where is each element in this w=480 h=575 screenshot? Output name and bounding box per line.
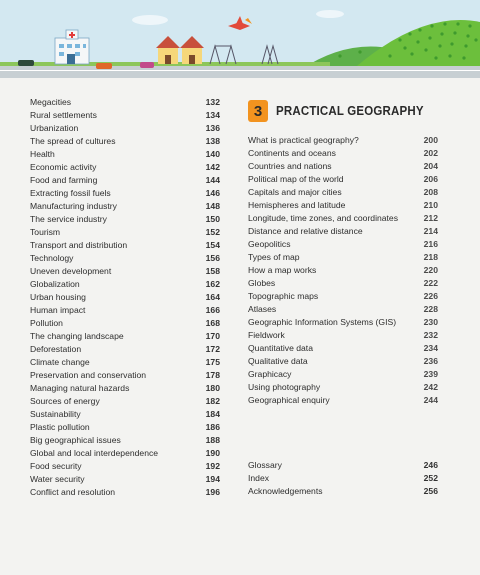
toc-entry-page: 182 [205, 396, 220, 406]
toc-entry [30, 226, 220, 239]
chapter-number-badge: 3 [248, 100, 268, 122]
toc-entry [30, 369, 220, 382]
toc-entry [248, 277, 438, 290]
toc-entry-page: 170 [205, 331, 220, 341]
toc-entry-page: 136 [205, 123, 220, 133]
toc-entry-title: Manufacturing industry [30, 201, 117, 211]
toc-entry [248, 342, 438, 355]
toc-entry [30, 278, 220, 291]
toc-entry-title: The service industry [30, 214, 107, 224]
toc-back-matter [248, 459, 438, 498]
toc-entry [248, 264, 438, 277]
toc-entry-title: Preservation and conservation [30, 370, 147, 380]
toc-entry [30, 343, 220, 356]
toc-entry-title: Managing natural hazards [30, 383, 130, 393]
toc-entry [248, 290, 438, 303]
toc-entry-page: 158 [205, 266, 220, 276]
toc-entry-title: Global and local interdependence [30, 448, 159, 458]
toc-entry-page: 152 [205, 227, 220, 237]
toc-entry-title: Geopolitics [248, 239, 291, 249]
toc-entry-page: 142 [205, 162, 220, 172]
toc-entry [30, 148, 220, 161]
toc-entry [30, 317, 220, 330]
toc-entry-title: Food security [30, 461, 82, 471]
toc-entry [248, 199, 438, 212]
toc-entry-title: Food and farming [30, 175, 98, 185]
toc-entry-page: 184 [205, 409, 220, 419]
toc-entry-page: 150 [205, 214, 220, 224]
toc-entry-title: The changing landscape [30, 331, 124, 341]
toc-entry-title: Acknowledgements [248, 486, 323, 496]
toc-entry-title: Conflict and resolution [30, 487, 116, 497]
toc-entry [248, 355, 438, 368]
toc-entry [248, 303, 438, 316]
toc-entry-title: Topographic maps [248, 291, 319, 301]
toc-entry [30, 187, 220, 200]
toc-entry-page: 204 [423, 161, 438, 171]
toc-entry-page: 190 [205, 448, 220, 458]
toc-entry-title: Graphicacy [248, 369, 292, 379]
toc-entry-title: How a map works [248, 265, 317, 275]
toc-entry-title: Economic activity [30, 162, 97, 172]
toc-entry-page: 214 [423, 226, 438, 236]
toc-entry-title: Urbanization [30, 123, 79, 133]
toc-entry-page: 202 [423, 148, 438, 158]
toc-entry-title: Hemispheres and latitude [248, 200, 346, 210]
toc-entry-page: 206 [423, 174, 438, 184]
toc-right-column [248, 134, 438, 407]
toc-entry-title: Rural settlements [30, 110, 97, 120]
toc-entry [30, 239, 220, 252]
toc-entry-page: 188 [205, 435, 220, 445]
toc-entry-title: Water security [30, 474, 85, 484]
toc-entry-title: Sustainability [30, 409, 81, 419]
toc-entry-title: Longitude, time zones, and coordinates [248, 213, 399, 223]
toc-entry [30, 122, 220, 135]
toc-entry [30, 213, 220, 226]
header-illustration [0, 0, 480, 78]
toc-entry [30, 174, 220, 187]
toc-entry-title: Qualitative data [248, 356, 308, 366]
toc-entry [30, 408, 220, 421]
toc-entry-title: The spread of cultures [30, 136, 116, 146]
toc-entry-page: 242 [423, 382, 438, 392]
toc-entry-title: Transport and distribution [30, 240, 128, 250]
toc-entry-page: 220 [423, 265, 438, 275]
toc-entry-page: 228 [423, 304, 438, 314]
toc-entry-title: Technology [30, 253, 74, 263]
toc-entry-title: Fieldwork [248, 330, 285, 340]
toc-entry-title: Glossary [248, 460, 282, 470]
toc-entry-title: Extracting fossil fuels [30, 188, 111, 198]
toc-entry-page: 210 [423, 200, 438, 210]
toc-entry-page: 168 [205, 318, 220, 328]
toc-entry [248, 173, 438, 186]
toc-entry-title: Pollution [30, 318, 63, 328]
toc-entry [30, 460, 220, 473]
toc-entry [30, 395, 220, 408]
toc-entry-page: 162 [205, 279, 220, 289]
toc-entry-page: 236 [423, 356, 438, 366]
toc-entry-title: Human impact [30, 305, 86, 315]
toc-entry [30, 252, 220, 265]
toc-entry-page: 186 [205, 422, 220, 432]
toc-entry [30, 421, 220, 434]
toc-entry-page: 218 [423, 252, 438, 262]
toc-entry [30, 96, 220, 109]
toc-entry-page: 172 [205, 344, 220, 354]
toc-entry-page: 252 [423, 473, 438, 483]
toc-entry-page: 138 [205, 136, 220, 146]
toc-entry-page: 134 [205, 110, 220, 120]
toc-entry-title: Distance and relative distance [248, 226, 363, 236]
toc-entry [248, 160, 438, 173]
toc-entry [30, 382, 220, 395]
toc-entry [248, 485, 438, 498]
toc-entry-page: 230 [423, 317, 438, 327]
toc-entry-title: Big geographical issues [30, 435, 121, 445]
toc-entry-title: Continents and oceans [248, 148, 336, 158]
toc-entry-page: 175 [205, 357, 220, 367]
toc-entry [30, 473, 220, 486]
toc-entry-page: 166 [205, 305, 220, 315]
toc-entry-title: Sources of energy [30, 396, 100, 406]
toc-entry-title: Globes [248, 278, 276, 288]
toc-entry [30, 291, 220, 304]
toc-entry [248, 381, 438, 394]
chapter-heading [248, 100, 437, 122]
toc-entry-title: Using photography [248, 382, 321, 392]
toc-entry-title: Deforestation [30, 344, 82, 354]
toc-entry-page: 132 [205, 97, 220, 107]
toc-entry [30, 109, 220, 122]
toc-entry-title: Atlases [248, 304, 277, 314]
toc-entry-title: Types of map [248, 252, 300, 262]
toc-entry-page: 226 [423, 291, 438, 301]
toc-entry [248, 368, 438, 381]
toc-entry-title: Uneven development [30, 266, 112, 276]
toc-entry-title: Geographical enquiry [248, 395, 330, 405]
toc-entry [248, 186, 438, 199]
toc-entry-title: What is practical geography? [248, 135, 359, 145]
chapter-title: PRACTICAL GEOGRAPHY [276, 104, 424, 118]
toc-entry [30, 135, 220, 148]
toc-entry-title: Globalization [30, 279, 80, 289]
toc-entry-page: 154 [205, 240, 220, 250]
toc-entry-page: 232 [423, 330, 438, 340]
toc-entry [248, 394, 438, 407]
toc-entry-title: Countries and nations [248, 161, 332, 171]
toc-entry [30, 161, 220, 174]
toc-entry-page: 164 [205, 292, 220, 302]
toc-entry-title: Tourism [30, 227, 61, 237]
toc-entry [248, 251, 438, 264]
toc-entry [30, 330, 220, 343]
toc-entry-title: Megacities [30, 97, 72, 107]
toc-entry [30, 434, 220, 447]
toc-entry [248, 134, 438, 147]
toc-entry [30, 447, 220, 460]
toc-entry-page: 234 [423, 343, 438, 353]
toc-entry-page: 144 [205, 175, 220, 185]
toc-entry [248, 459, 438, 472]
toc-entry [248, 212, 438, 225]
toc-entry-title: Health [30, 149, 55, 159]
toc-entry-page: 180 [205, 383, 220, 393]
landscape-illustration [0, 0, 480, 78]
toc-entry-page: 192 [205, 461, 220, 471]
toc-entry [30, 304, 220, 317]
toc-entry-title: Plastic pollution [30, 422, 90, 432]
toc-entry-page: 222 [423, 278, 438, 288]
toc-entry-page: 148 [205, 201, 220, 211]
toc-entry [248, 472, 438, 485]
toc-entry-title: Climate change [30, 357, 90, 367]
toc-entry [30, 200, 220, 213]
toc-entry [248, 316, 438, 329]
toc-entry [248, 329, 438, 342]
toc-entry [30, 486, 220, 499]
toc-entry-page: 200 [423, 135, 438, 145]
toc-entry-page: 146 [205, 188, 220, 198]
toc-entry-page: 194 [205, 474, 220, 484]
toc-entry-title: Quantitative data [248, 343, 313, 353]
toc-entry [30, 265, 220, 278]
toc-entry [248, 238, 438, 251]
toc-left-column [30, 96, 220, 499]
toc-entry-page: 178 [205, 370, 220, 380]
toc-entry-page: 208 [423, 187, 438, 197]
toc-entry-page: 239 [423, 369, 438, 379]
toc-entry-page: 244 [423, 395, 438, 405]
toc-entry-title: Political map of the world [248, 174, 344, 184]
toc-entry [248, 225, 438, 238]
toc-entry-title: Geographic Information Systems (GIS) [248, 317, 397, 327]
toc-entry-title: Capitals and major cities [248, 187, 342, 197]
toc-entry-page: 212 [423, 213, 438, 223]
toc-entry-title: Index [248, 473, 270, 483]
toc-entry [248, 147, 438, 160]
toc-entry-page: 246 [423, 460, 438, 470]
toc-entry-page: 156 [205, 253, 220, 263]
toc-entry-page: 216 [423, 239, 438, 249]
toc-entry-page: 140 [205, 149, 220, 159]
toc-entry [30, 356, 220, 369]
toc-entry-title: Urban housing [30, 292, 86, 302]
toc-entry-page: 256 [423, 486, 438, 496]
toc-entry-page: 196 [205, 487, 220, 497]
